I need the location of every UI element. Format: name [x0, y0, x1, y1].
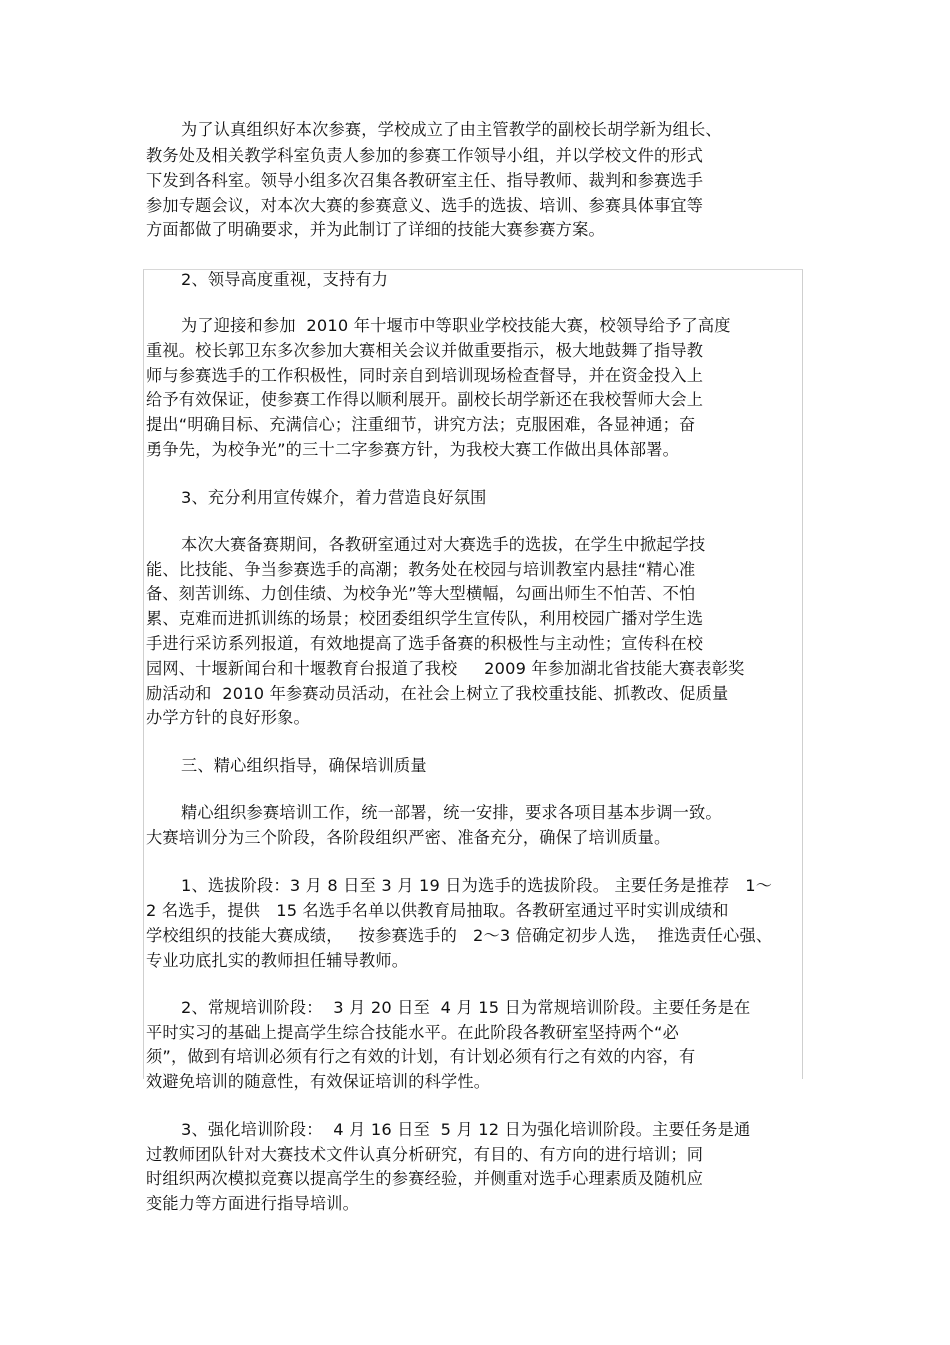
paragraph-3-line: 园网、十堰新闻台和十堰教育台报道了我校 2009 年参加湖北省技能大赛表彰奖 [146, 659, 745, 678]
paragraph-1-line: 为了认真组织好本次参赛，学校成立了由主管教学的副校长胡学新为组长、 [181, 120, 722, 139]
paragraph-2-line: 提出“明确目标、充满信心；注重细节，讲究方法；克服困难，各显神通；奋 [146, 415, 696, 434]
paragraph-1-line: 下发到各科室。领导小组多次召集各教研室主任、指导教师、裁判和参赛选手 [146, 171, 704, 190]
paragraph-5-line: 学校组织的技能大赛成绩， 按参赛选手的 2～3 倍确定初步人选， 推选责任心强、 [146, 926, 773, 945]
paragraph-2-line: 重视。校长郭卫东多次参加大赛相关会议并做重要指示，极大地鼓舞了指导教 [146, 341, 704, 360]
paragraph-6-line: 平时实习的基础上提高学生综合技能水平。在此阶段各教研室坚持两个“必 [146, 1023, 679, 1042]
paragraph-3-line: 手进行采访系列报道，有效地提高了选手备赛的积极性与主动性；宣传科在校 [146, 634, 704, 653]
paragraph-5-line: 专业功底扎实的教师担任辅导教师。 [146, 951, 409, 970]
paragraph-4-line: 精心组织参赛培训工作，统一部署，统一安排，要求各项目基本步调一致。 [181, 803, 722, 822]
paragraph-3-line: 办学方针的良好形象。 [146, 708, 310, 727]
paragraph-2-line: 师与参赛选手的工作积极性，同时亲自到培训现场检查督导，并在资金投入上 [146, 366, 704, 385]
paragraph-1-line: 方面都做了明确要求，并为此制订了详细的技能大赛参赛方案。 [146, 220, 605, 239]
paragraph-5-line: 1、选拔阶段：3 月 8 日至 3 月 19 日为选手的选拔阶段。 主要任务是推荐 1～ [181, 876, 773, 895]
paragraph-3-line: 能、比技能、争当参赛选手的高潮；教务处在校园与培训教室内悬挂“精心准 [146, 560, 696, 579]
paragraph-6-line: 须”，做到有培训必须有行之有效的计划，有计划必须有行之有效的内容，有 [146, 1047, 696, 1066]
paragraph-3-line: 励活动和 2010 年参赛动员活动，在社会上树立了我校重技能、抓教改、促质量 [146, 684, 729, 703]
paragraph-2-line: 勇争先，为校争光”的三十二字参赛方针，为我校大赛工作做出具体部署。 [146, 440, 679, 459]
paragraph-7-line: 3、强化培训阶段： 4 月 16 日至 5 月 12 日为强化培训阶段。主要任务是通 [181, 1120, 751, 1139]
section-heading: 2、领导高度重视，支持有力 [181, 270, 389, 289]
paragraph-5-line: 2 名选手，提供 15 名选手名单以供教育局抽取。各教研室通过平时实训成绩和 [146, 901, 729, 920]
paragraph-1-line: 参加专题会议，对本次大赛的参赛意义、选手的选拔、培训、参赛具体事宜等 [146, 196, 704, 215]
paragraph-3-line: 本次大赛备赛期间，各教研室通过对大赛选手的选拔，在学生中掀起学技 [181, 535, 706, 554]
paragraph-1-line: 教务处及相关教学科室负责人参加的参赛工作领导小组，并以学校文件的形式 [146, 146, 704, 165]
paragraph-6-line: 效避免培训的随意性，有效保证培训的科学性。 [146, 1072, 491, 1091]
paragraph-4-line: 大赛培训分为三个阶段，各阶段组织严密、准备充分，确保了培训质量。 [146, 828, 671, 847]
paragraph-6-line: 2、常规培训阶段： 3 月 20 日至 4 月 15 日为常规培训阶段。主要任务是在 [181, 998, 751, 1017]
paragraph-2-line: 给予有效保证，使参赛工作得以顺利展开。副校长胡学新还在我校誓师大会上 [146, 390, 704, 409]
section-heading: 三、精心组织指导，确保培训质量 [181, 756, 427, 775]
paragraph-3-line: 累、克难而进抓训练的场景；校团委组织学生宣传队，利用校园广播对学生选 [146, 609, 704, 628]
paragraph-7-line: 过教师团队针对大赛技术文件认真分析研究，有目的、有方向的进行培训；同 [146, 1145, 704, 1164]
paragraph-2-line: 为了迎接和参加 2010 年十堰市中等职业学校技能大赛，校领导给予了高度 [181, 316, 731, 335]
paragraph-3-line: 备、刻苦训练、力创佳绩、为校争光”等大型横幅，勾画出师生不怕苦、不怕 [146, 584, 696, 603]
paragraph-7-line: 时组织两次模拟竞赛以提高学生的参赛经验，并侧重对选手心理素质及随机应 [146, 1169, 704, 1188]
paragraph-7-line: 变能力等方面进行指导培训。 [146, 1194, 360, 1213]
section-heading: 3、充分利用宣传媒介，着力营造良好氛围 [181, 488, 487, 507]
